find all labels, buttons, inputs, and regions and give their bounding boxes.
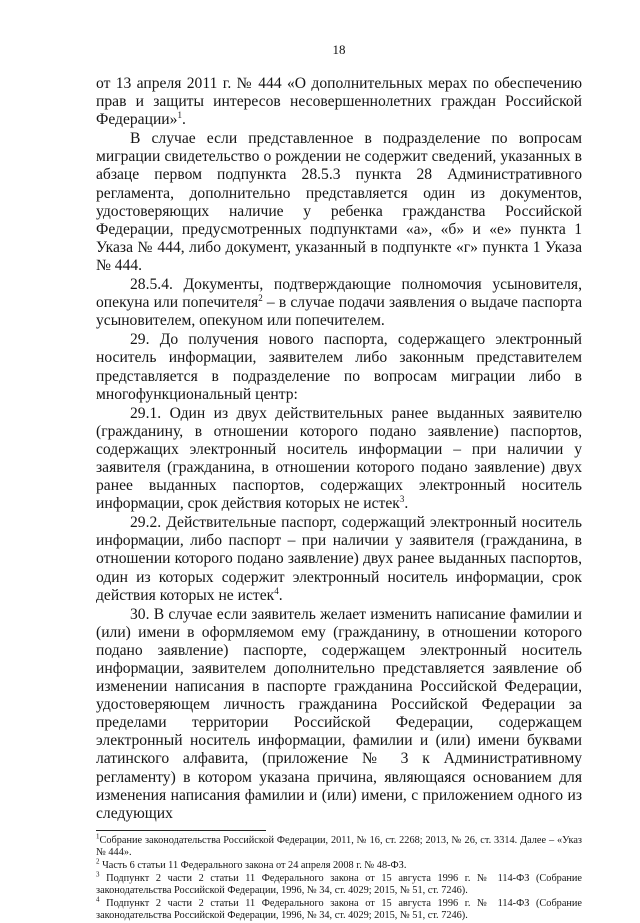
footnotes bbox=[96, 832, 582, 923]
footnote bbox=[96, 895, 582, 923]
footnote-ref: 1 bbox=[177, 110, 182, 120]
text-segment: . bbox=[181, 111, 186, 129]
text-segment: . bbox=[278, 586, 283, 604]
paragraph bbox=[96, 514, 582, 604]
text-segment: Подпункт 2 части 2 статьи 11 Федерального закона от 15 августа 1996 г. № 114-ФЗ (Собрание законодательства Российской Федерации, 1996, № 34, ст. 4029; 2015, № 51, ст. 7246). bbox=[96, 872, 582, 897]
footnote bbox=[96, 870, 582, 898]
paragraph bbox=[96, 405, 582, 514]
paragraph bbox=[96, 331, 582, 403]
text-segment: 29.2. Действительные паспорт, содержащий электронный носитель информации, либо паспорт – при наличии у заявителя (гражданина, в отношении которого подано заявление) двух ранее выданных паспортов, один из которых содержит электронный носитель информации, срок действия которых не истек bbox=[96, 514, 582, 604]
footnote bbox=[96, 857, 582, 873]
text-segment: 29.1. Один из двух действительных ранее выданных заявителю (гражданину, в отношении которого подано заявление) паспортов, содержащих электронный носитель информации – при наличии у заявителя (гражданина, в отношении которого подано заявление) двух ранее выданных паспортов, содержащих электронный носитель информации, срок действия которых не истек bbox=[96, 404, 582, 513]
body-text bbox=[96, 75, 582, 823]
footnote-separator bbox=[96, 830, 266, 831]
footnote-ref: 2 bbox=[258, 292, 263, 303]
footnote-ref: 1 bbox=[96, 832, 100, 841]
text-segment: от 13 апреля 2011 г. № 444 «О дополнительных мерах по обеспечению прав и защиты интересов несовершеннолетних граждан Российской Федерации» bbox=[96, 75, 582, 129]
paragraph bbox=[96, 75, 582, 129]
text-segment: В случае если представленное в подразделение по вопросам миграции свидетельство о рождении не содержит сведений, указанных в абзаце первом подпункта 28.5.3 пункта 28 Административного регламента, дополнительно представляется один из документов, удостоверяющих наличие у ребенка гражданства Российской Федерации, предусмотренных подпунктами «а», «б» и «е» пункта 1 Указа № 444, либо документ, указанный в подпункте «г» пункта 1 Указа № 444. bbox=[96, 130, 582, 274]
footnote-ref: 4 bbox=[274, 585, 279, 596]
text-segment: Собрание законодательства Российской Федерации, 2011, № 16, ст. 2268; 2013, № 26, ст. 3314. Далее – «Указ № 444». bbox=[96, 834, 582, 859]
text-segment: Часть 6 статьи 11 Федерального закона от 24 апреля 2008 г. № 48-ФЗ. bbox=[99, 860, 407, 872]
footnote bbox=[96, 832, 582, 860]
text-segment: – в случае подачи заявления о выдаче паспорта усыновителем, опекуном или попечителем. bbox=[96, 294, 582, 330]
text-segment: 29. До получения нового паспорта, содержащего электронный носитель информации, заявителем либо законным представителем представляется в подразделение по вопросам миграции либо в многофункциональный центр: bbox=[96, 331, 582, 403]
footnote-ref: 4 bbox=[96, 895, 100, 904]
text-segment: 30. В случае если заявитель желает изменить написание фамилии и (или) имени в оформляемом ему (гражданину, в отношении которого подано заявление) паспорте, содержащем электронный носитель информации, заявителем дополнительно представляется заявление об изменении написания в паспорте гражданина Российской Федерации, удостоверяющем личность гражданина Российской Федерации за пределами территории Российской Федерации, содержащем электронный носитель информации, фамилии и (или) имени буквами латинского алфавита, (приложение № 3 к Административному регламенту) в котором указана причина, являющаяся основанием для изменения написания фамилии и (или) имени, с приложением одного из следующих bbox=[96, 605, 582, 822]
footnote-ref: 3 bbox=[96, 870, 100, 879]
paragraph bbox=[96, 130, 582, 275]
text-segment: . bbox=[404, 495, 409, 513]
text-segment: 28.5.4. Документы, подтверждающие полномочия усыновителя, опекуна или попечителя bbox=[96, 276, 582, 312]
text-segment: Подпункт 2 части 2 статьи 11 Федерального закона от 15 августа 1996 г. № 114-ФЗ (Собрание законодательства Российской Федерации, 1996, № 34, ст. 4029; 2015, № 51, ст. 7246). bbox=[96, 897, 582, 922]
paragraph bbox=[96, 606, 582, 823]
footnote-ref: 3 bbox=[399, 493, 405, 504]
page-number: 18 bbox=[332, 42, 346, 57]
paragraph bbox=[96, 276, 582, 330]
footnote-ref: 2 bbox=[96, 857, 100, 866]
